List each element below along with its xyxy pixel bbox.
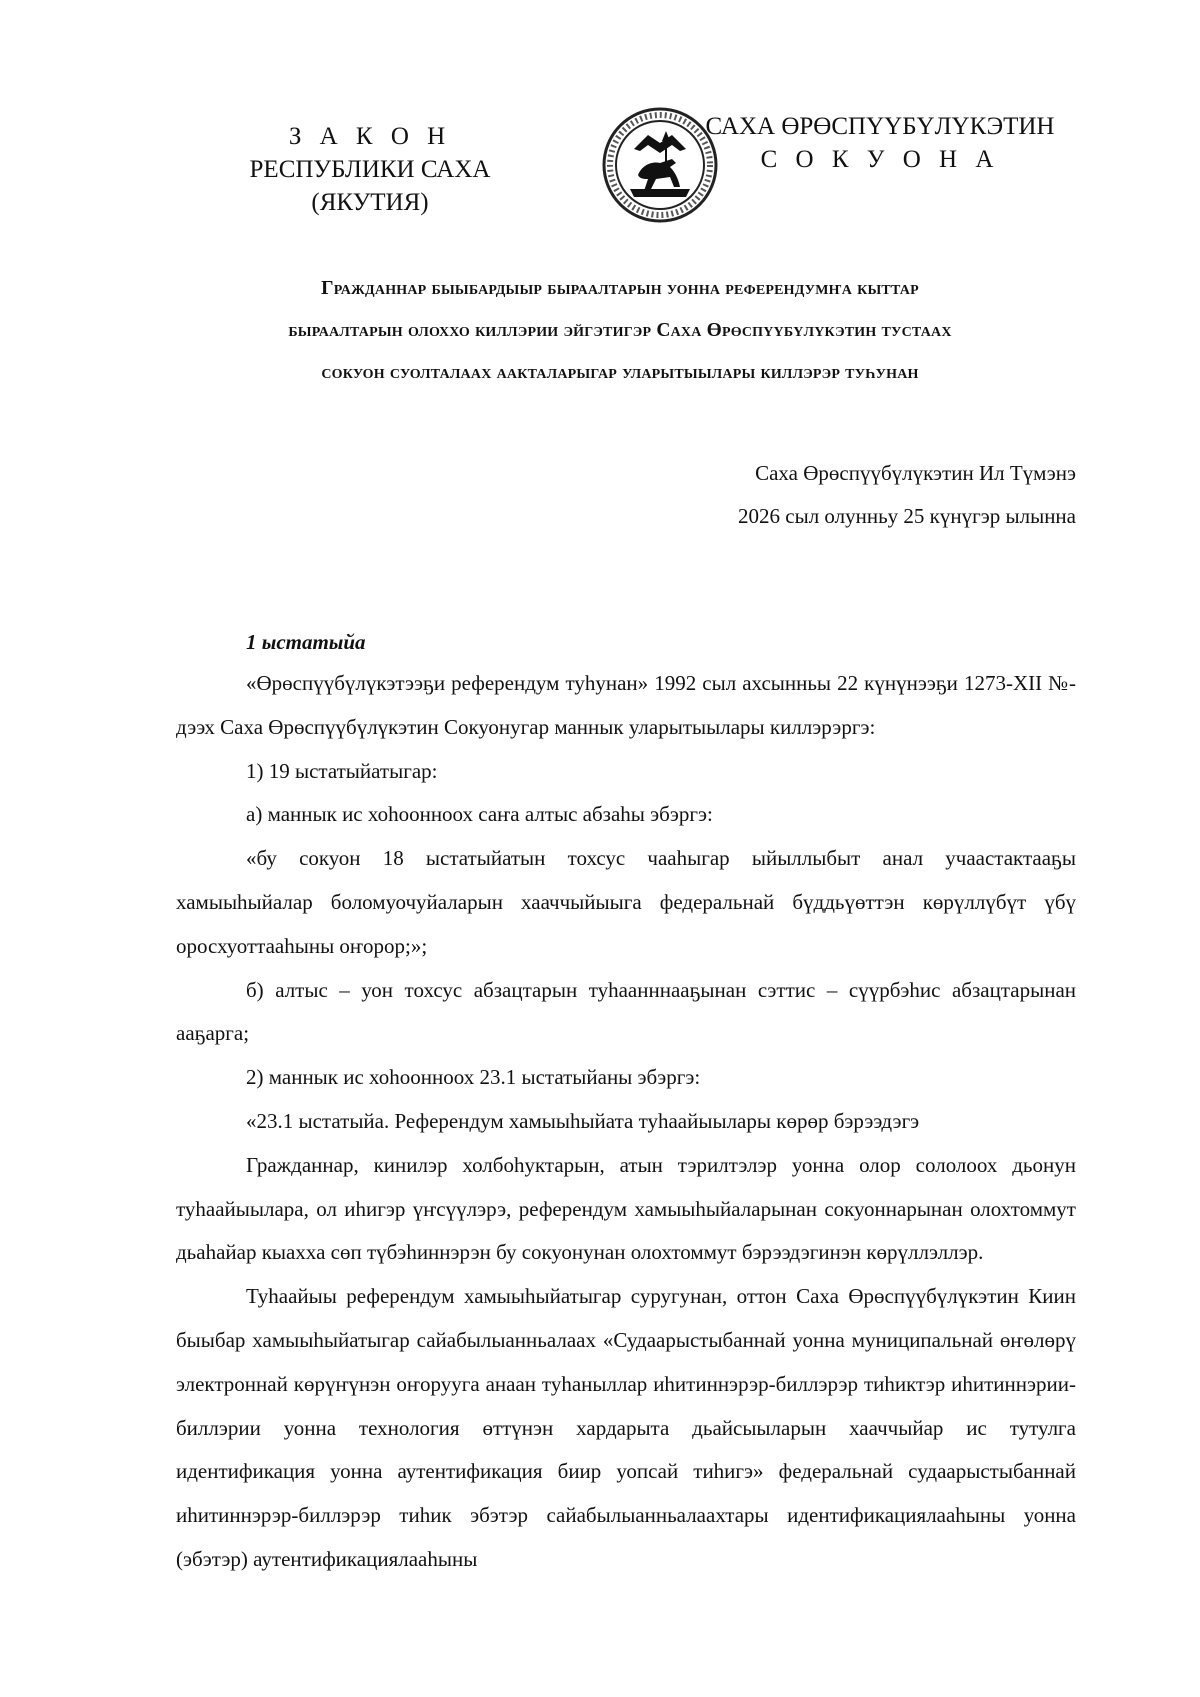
header-left xyxy=(190,120,550,219)
article-heading: 1 ыстатыйа xyxy=(246,630,366,654)
adoption-date: 2026 сыл олунньу 25 күнүгэр ылынна xyxy=(738,504,1076,528)
adoption-info xyxy=(738,452,1076,538)
paragraph: Гражданнар, кинилэр холбоһуктарын, атын тэрилтэлэр уонна олор сололоох дьонун туһаайыылара, ол иһигэр үҥсүүлэрэ, референдум хамыыһыйаларынан сокуоннарынан олохтоммут дьаһайар кыахха сөп түбэһиннэрэн бу сокуонунан олохтоммут бэрээдэгинэн көрүллэллэр. xyxy=(176,1152,1076,1265)
republic-name-sakha: САХА ӨРӨСПҮҮБҮЛҮКЭТИН xyxy=(705,113,1055,140)
paragraph: «бу сокуон 18 ыстатыйатын тохсус чааһыгар ыйыллыбыт анал учаастактааҕы хамыыһыйалар боломуочуйаларын хааччыйыыга федеральнай бүддьүөттэн көрүллүбүт үбү оросхуоттааһыны оҥорор;»; xyxy=(176,846,1076,958)
article-body xyxy=(176,662,1076,1582)
paragraph: 2) маннык ис хоһоонноох 23.1 ыстатыйаны эбэргэ: xyxy=(246,1065,701,1090)
law-title-line: сокуон суолталаах аакталарыгар уларытыылары киллэрэр туһунан xyxy=(321,362,919,383)
law-title-line: Гражданнар быыбардыыр быраалтарын уонна референдумҥа кыттар xyxy=(321,278,919,299)
paragraph: 1) 19 ыстатыйатыгар: xyxy=(246,758,438,783)
paragraph: б) алтыс – уон тохсус абзацтарын туһаанннааҕынан сэттис – сүүрбэһис абзацтарынан ааҕарга; xyxy=(176,977,1076,1046)
law-title-line: быраалтарын олоххо киллэрии эйгэтигэр Саха Өрөспүүбүлүкэтин тустаах xyxy=(288,320,952,341)
paragraph: «Өрөспүүбүлүкэтээҕи референдум туһунан» 1992 сыл ахсынньы 22 күнүнээҕи 1273-XII №-дээх Саха Өрөспүүбүлүкэтин Сокуонугар маннык уларытыылары киллэрэргэ: xyxy=(176,671,1076,739)
header-right xyxy=(700,110,1060,176)
paragraph: а) маннык ис хоһоонноох саҥа алтыс абзаһы эбэргэ: xyxy=(246,802,713,827)
law-word-sakha: С О К У О Н А xyxy=(760,146,1000,173)
adopting-body: Саха Өрөспүүбүлүкэтин Ил Түмэнэ xyxy=(755,461,1076,485)
paragraph: Туһаайыы референдум хамыыһыйатыгар суругунан, оттон Саха Өрөспүүбүлүкэтин Киин быыбар хамыыһыйатыгар сайабылыанньалаах «Судаарыстыбаннай уонна муниципальнай өҥөлөрү электроннай көрүҥүнэн оҥорууга анаан туһаныллар иһитиннэрэр-биллэрэр тиһиктэр иһитиннэрии-биллэрии уонна технология өттүнэн хардарыта дьайсыыларын хааччыйар ис тутулга идентификация уонна аутентификация биир уопсай тиһигэ» федеральнай судаарыстыбаннай иһитиннэрэр-биллэрэр тиһик эбэтэр сайабылыанньалаахтары идентификациялааһыны уонна (эбэтэр) аутентификациялааһыны xyxy=(176,1284,1076,1571)
law-word: З А К О Н xyxy=(288,123,452,150)
paragraph: «23.1 ыстатыйа. Референдум хамыыһыйата туһаайыылары көрөр бэрээдэгэ xyxy=(246,1108,920,1133)
republic-name-russian: РЕСПУБЛИКИ САХА (ЯКУТИЯ) xyxy=(249,156,491,216)
law-title xyxy=(170,268,1070,394)
